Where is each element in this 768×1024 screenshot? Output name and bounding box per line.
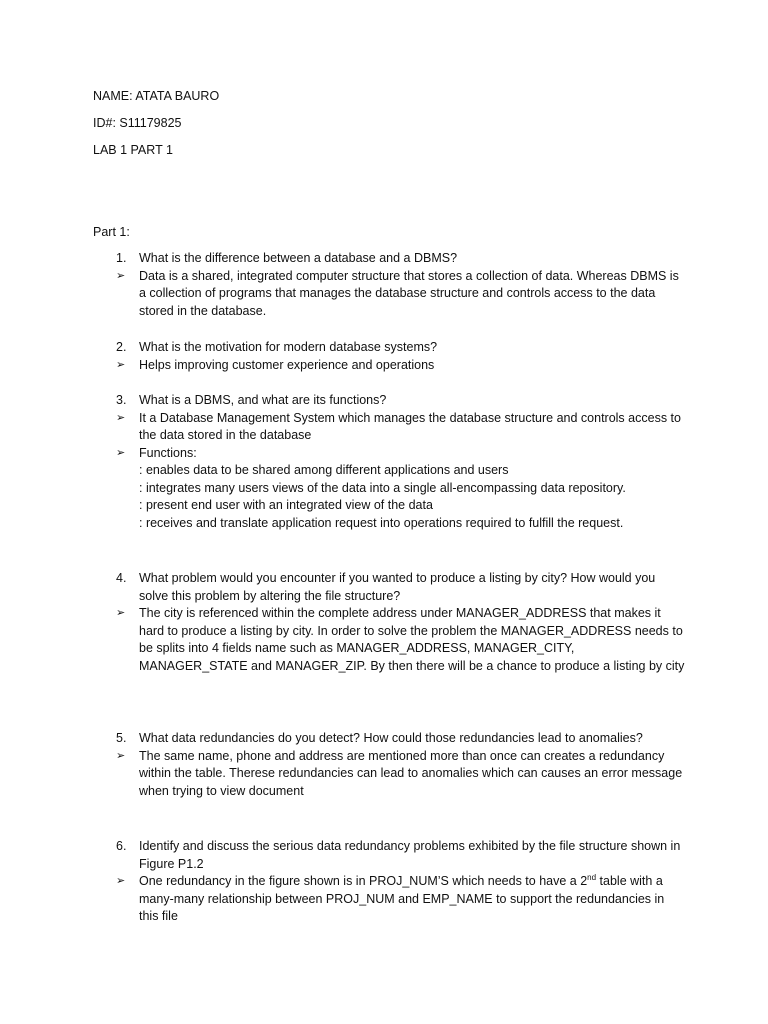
part-heading: Part 1: [93,225,130,239]
answer-text: The same name, phone and address are mentioned more than once can creates a redundancy within the table. Therese redundancies can lead to anomalies which can causes an error message when trying to view document [139,748,683,798]
function-item: : enables data to be shared among different applications and users [139,463,509,477]
arrow-bullet-icon: ➢ [116,607,126,619]
question-block-3 [116,392,686,532]
answer-text [139,873,686,926]
lab-title: LAB 1 PART 1 [93,143,173,157]
answer-bullet [116,748,686,801]
answer-text: Helps improving customer experience and operations [139,357,435,372]
answer-bullet [116,873,686,926]
question-number: 2. [116,340,127,354]
question-number: 6. [116,839,127,853]
answer-text: The city is referenced within the complete address under MANAGER_ADDRESS that makes it hard to produce a listing by city. In order to solve the problem the MANAGER_ADDRESS needs to be splits into 4 fields name such as MANAGER_ADDRESS, MANAGER_CITY, MANAGER_STATE and MANAGER_ZIP. By then there will be a chance to produce a listing by city [139,606,685,673]
answer-text-start: One redundancy in the figure shown is in PROJ_NUM’S which needs to have a 2 [139,874,588,888]
arrow-bullet-icon: ➢ [116,411,126,424]
question-text: What is the motivation for modern database systems? [139,340,438,354]
answer-text: It a Database Management System which manages the database structure and controls access to the data stored in the database [139,410,681,442]
function-item: : receives and translate application request into operations required to fulfill the request. [139,515,624,530]
function-item: : present end user with an integrated view of the data [139,498,433,512]
question-number: 5. [116,731,127,745]
answer-bullet [116,445,686,463]
question-number: 4. [116,571,127,585]
question-number: 3. [116,393,127,407]
answer-bullet [116,268,686,321]
question-text: What is the difference between a database and a DBMS? [139,251,458,265]
answer-text-end: table with a many-many relationship between PROJ_NUM and EMP_NAME to support the redundancies in this file [139,874,665,923]
question-block-2 [116,339,686,374]
question-block-6 [116,838,686,926]
arrow-bullet-icon: ➢ [116,875,126,887]
student-id: ID#: S11179825 [93,116,182,130]
ordinal-superscript: nd [587,872,597,882]
arrow-bullet-icon: ➢ [116,749,126,762]
arrow-bullet-icon: ➢ [116,358,126,371]
question-block-4 [116,570,686,675]
question-number: 1. [116,251,127,265]
answer-bullet [116,605,686,675]
answer-bullet [116,357,686,375]
answer-bullet [116,410,686,445]
question-block-1 [116,250,686,320]
functions-label: Functions: [139,445,197,460]
arrow-bullet-icon: ➢ [116,269,126,282]
question-text: What problem would you encounter if you wanted to produce a listing by city? How would you solve this problem by altering the file structure? [139,571,656,603]
student-name: NAME: ATATA BAURO [93,89,220,103]
question-text: Identify and discuss the serious data redundancy problems exhibited by the file structure shown in Figure P1.2 [139,839,681,871]
answer-text: Data is a shared, integrated computer structure that stores a collection of data. Whereas DBMS is a collection of programs that manages the database structure and controls access to the data stored in the database. [139,268,679,318]
question-text: What is a DBMS, and what are its functions? [139,393,387,407]
arrow-bullet-icon: ➢ [116,446,126,459]
question-text: What data redundancies do you detect? How could those redundancies lead to anomalies? [139,731,643,745]
question-block-5 [116,730,686,800]
function-item: : integrates many users views of the data into a single all-encompassing data repository. [139,480,626,495]
